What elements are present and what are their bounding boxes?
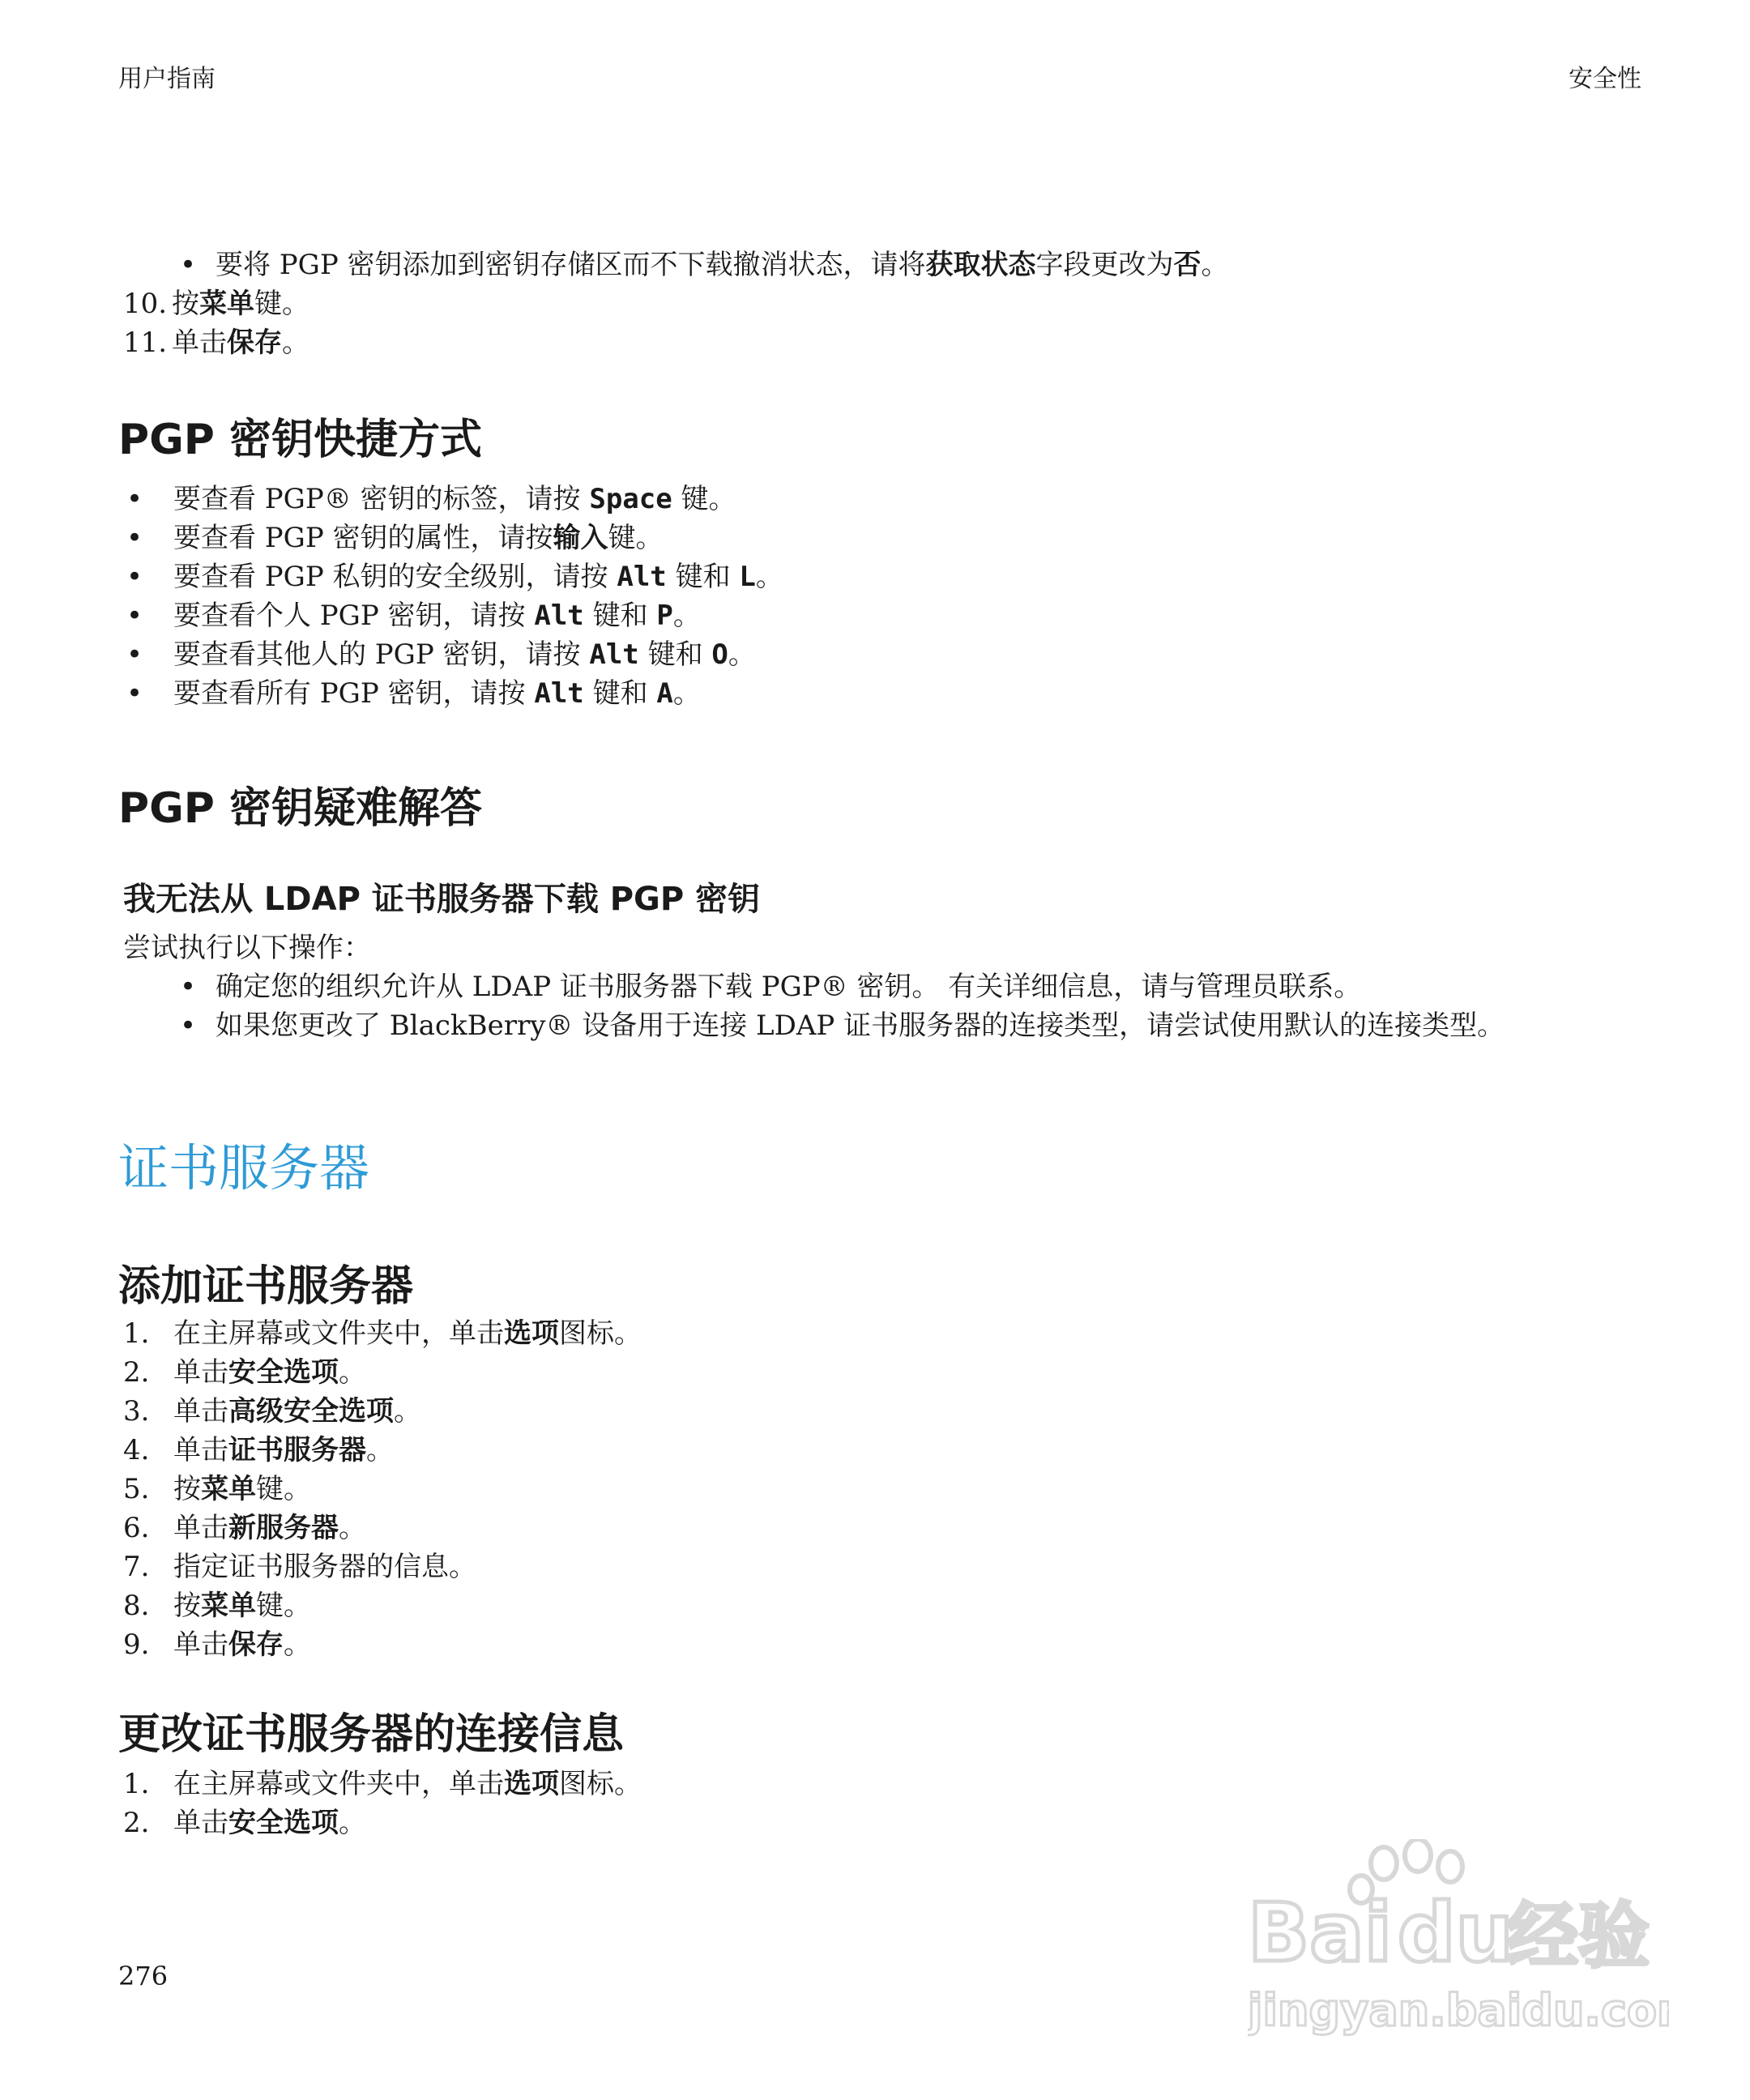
bullet-marker: • <box>126 483 143 515</box>
section-heading-pgp-shortcuts: PGP 密钥快捷方式 <box>118 416 483 464</box>
bullet-marker: • <box>180 1009 197 1042</box>
step-text: 按菜单键。 <box>173 1590 311 1622</box>
step-text: 单击安全选项。 <box>173 1807 366 1839</box>
step-number: 4. <box>123 1434 150 1466</box>
svg-text:jingyan.baidu.com: jingyan.baidu.com <box>1248 1985 1669 2036</box>
shortcut-item: 要查看其他人的 PGP 密钥，请按 Alt 键和 O。 <box>173 638 756 671</box>
paw-logo-icon <box>1248 1839 1669 2042</box>
bullet-marker: • <box>126 522 143 554</box>
svg-text:du: du <box>1398 1885 1513 1980</box>
subheading-ldap-download: 我无法从 LDAP 证书服务器下载 PGP 密钥 <box>123 881 761 918</box>
bullet-marker: • <box>126 561 143 593</box>
troubleshoot-item: 确定您的组织允许从 LDAP 证书服务器下载 PGP® 密钥。 有关详细信息，请与管理员联系。 <box>216 971 1362 1003</box>
step-text: 单击保存。 <box>172 327 309 359</box>
step-text: 按菜单键。 <box>173 1473 311 1505</box>
step-number: 1. <box>123 1317 150 1350</box>
step-text: 指定证书服务器的信息。 <box>173 1551 476 1583</box>
step-text: 在主屏幕或文件夹中，单击选项图标。 <box>173 1317 642 1350</box>
step-number: 2. <box>123 1807 150 1839</box>
step-text: 单击保存。 <box>173 1628 311 1661</box>
svg-text:经验: 经验 <box>1507 1894 1650 1978</box>
step-number: 1. <box>123 1768 150 1800</box>
shortcut-item: 要查看 PGP 密钥的属性，请按输入键。 <box>173 522 664 554</box>
step-number: 11. <box>123 327 168 359</box>
section-heading-troubleshooting: PGP 密钥疑难解答 <box>118 784 483 833</box>
svg-text:Bai: Bai <box>1248 1885 1392 1980</box>
chapter-heading-cert-servers: 证书服务器 <box>118 1138 370 1197</box>
step-text: 单击安全选项。 <box>173 1356 366 1389</box>
step-text: 在主屏幕或文件夹中，单击选项图标。 <box>173 1768 642 1800</box>
step-number: 8. <box>123 1590 150 1622</box>
step-text: 单击证书服务器。 <box>173 1434 394 1466</box>
bullet-marker: • <box>126 600 143 632</box>
shortcut-item: 要查看所有 PGP 密钥，请按 Alt 键和 A。 <box>173 677 701 710</box>
step-number: 5. <box>123 1473 150 1505</box>
bullet-marker: • <box>126 638 143 671</box>
step-text: 单击新服务器。 <box>173 1512 366 1544</box>
step-number: 10. <box>123 288 168 320</box>
section-heading-change-connection: 更改证书服务器的连接信息 <box>118 1710 625 1759</box>
step-text: 单击高级安全选项。 <box>173 1395 421 1428</box>
step-number: 7. <box>123 1551 150 1583</box>
baidu-jingyan-watermark <box>1248 1839 1669 2042</box>
shortcut-item: 要查看个人 PGP 密钥，请按 Alt 键和 P。 <box>173 600 701 632</box>
step-number: 9. <box>123 1628 150 1661</box>
shortcut-item: 要查看 PGP® 密钥的标签，请按 Space 键。 <box>173 483 736 515</box>
step-number: 3. <box>123 1395 150 1428</box>
intro-bullet-marker: • <box>180 249 197 281</box>
troubleshoot-item: 如果您更改了 BlackBerry® 设备用于连接 LDAP 证书服务器的连接类型，请尝试使用默认的连接类型。 <box>216 1009 1505 1042</box>
troubleshoot-intro: 尝试执行以下操作： <box>123 932 371 964</box>
running-header-left: 用户指南 <box>118 65 216 93</box>
bullet-marker: • <box>180 971 197 1003</box>
bullet-marker: • <box>126 677 143 710</box>
intro-bullet-text: 要将 PGP 密钥添加到密钥存储区而不下载撤消状态，请将获取状态字段更改为否。 <box>216 249 1229 281</box>
page-number: 276 <box>118 1961 169 1991</box>
running-header-right: 安全性 <box>1569 65 1641 93</box>
step-text: 按菜单键。 <box>172 288 309 320</box>
shortcut-item: 要查看 PGP 私钥的安全级别，请按 Alt 键和 L。 <box>173 561 783 593</box>
step-number: 6. <box>123 1512 150 1544</box>
section-heading-add-cert-server: 添加证书服务器 <box>118 1262 414 1311</box>
step-number: 2. <box>123 1356 150 1389</box>
